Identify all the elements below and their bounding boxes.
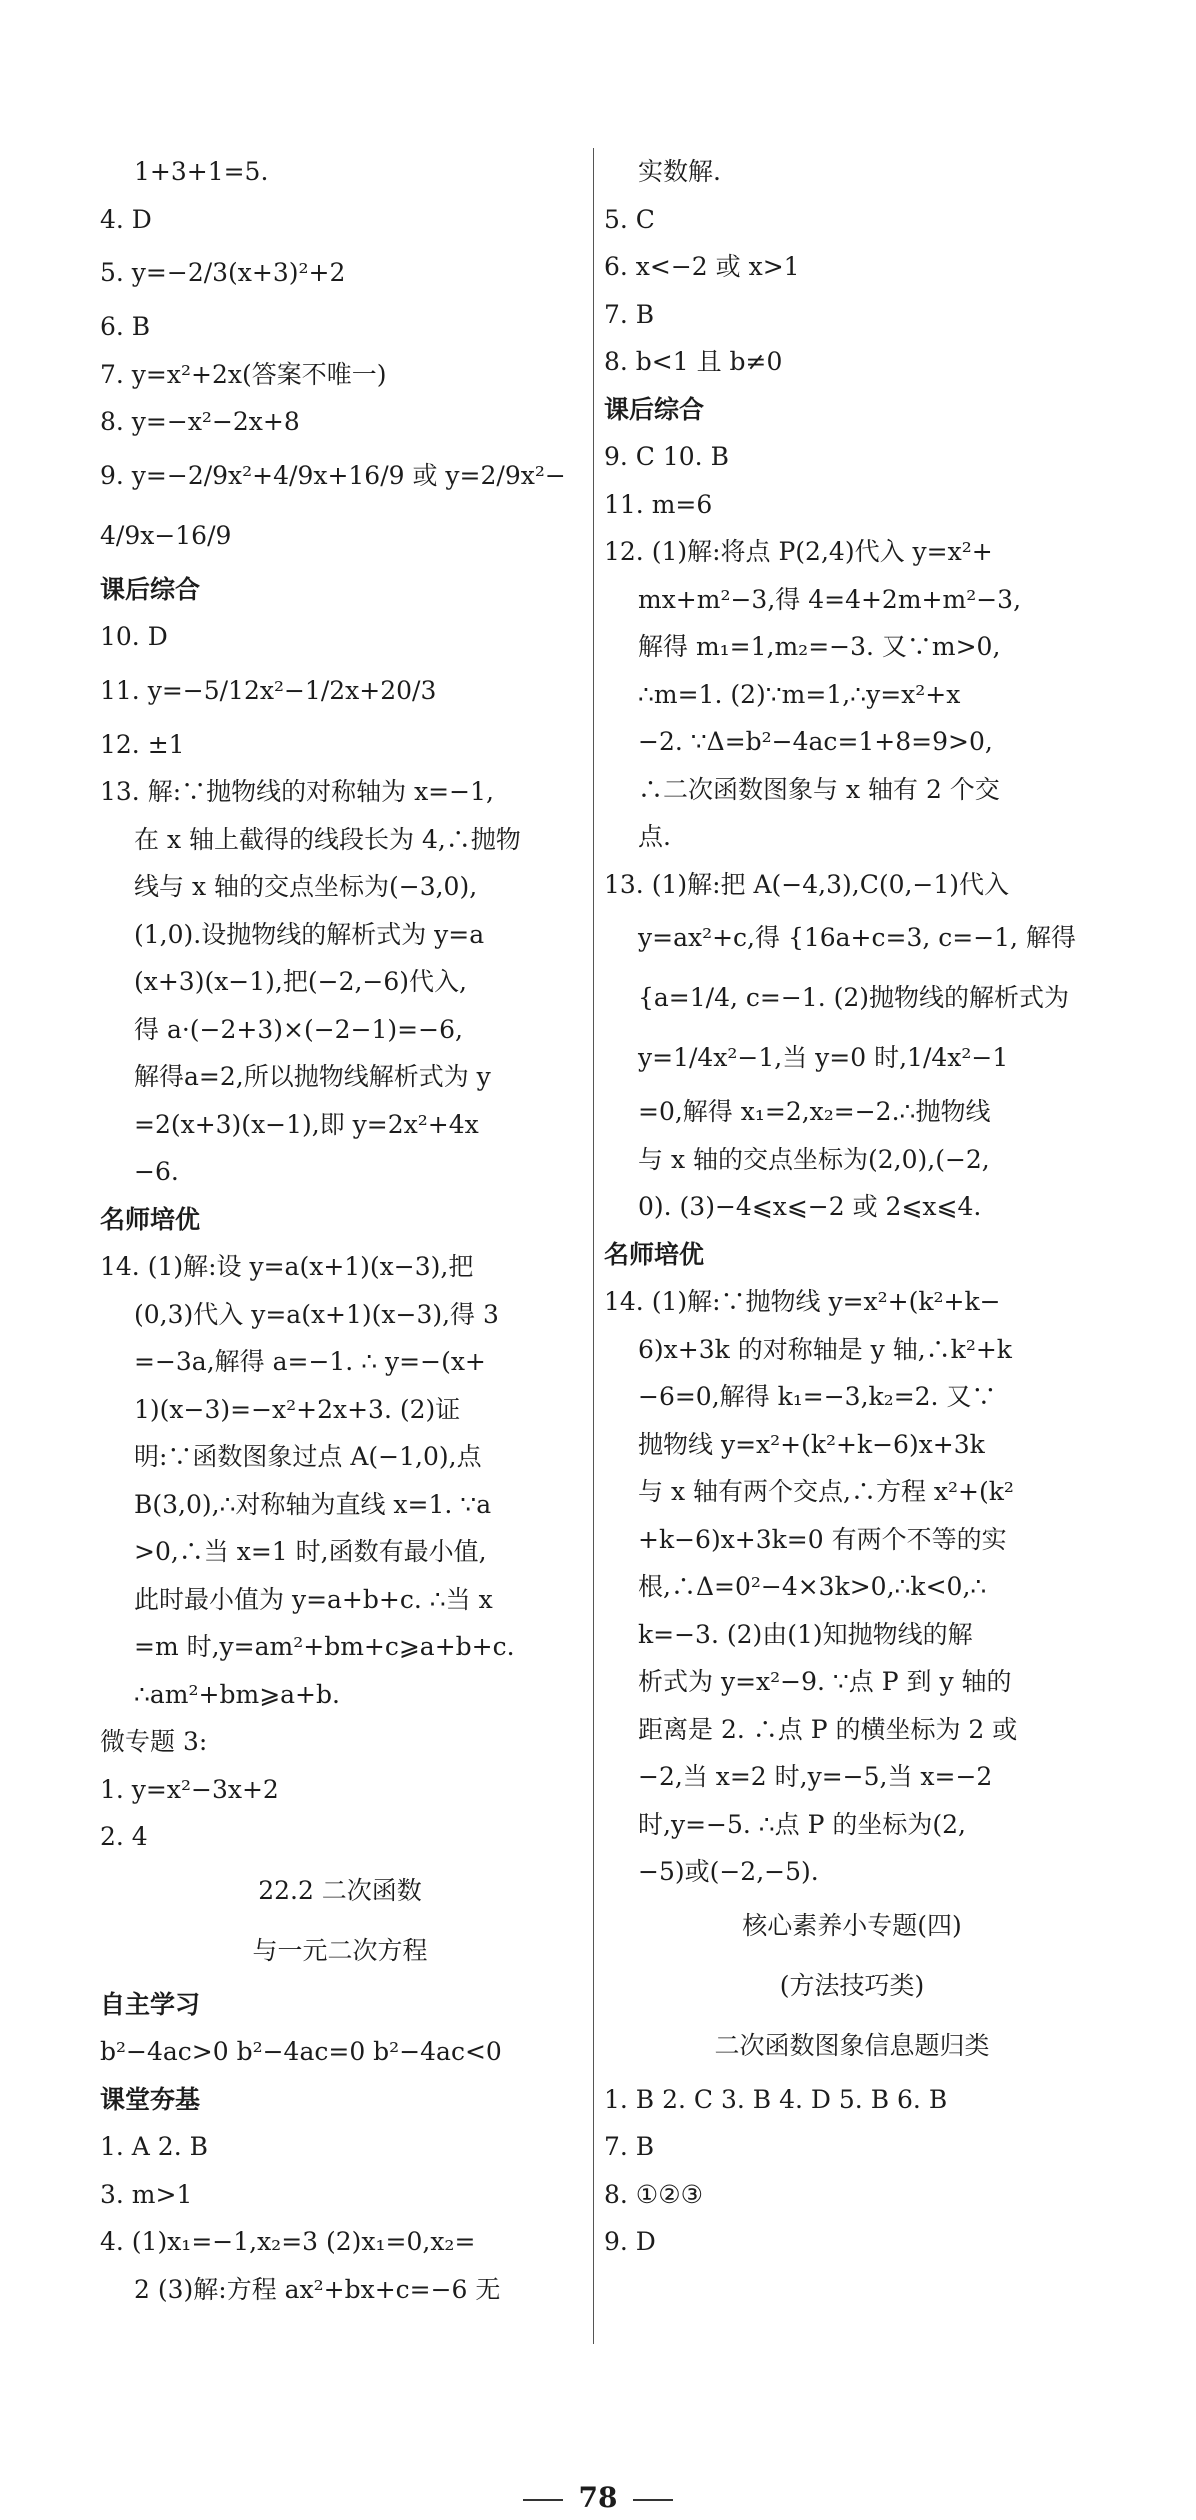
answer-line: 22.2 二次函数 [258, 1875, 422, 1905]
answer-line: 7. B [604, 2132, 655, 2161]
answer-line: =0,解得 x₁=2,x₂=−2.∴抛物线 [638, 1097, 991, 1126]
answer-line: 与 x 轴有两个交点,∴方程 x²+(k² [638, 1477, 1014, 1506]
answer-line: 7. B [604, 299, 655, 329]
answer-line: 6. x<−2 或 x>1 [604, 252, 800, 281]
answer-line: 12. (1)解:将点 P(2,4)代入 y=x²+ [604, 537, 993, 566]
answer-line: >0,∴当 x=1 时,函数有最小值, [134, 1537, 487, 1566]
answer-line: 4. D [100, 204, 152, 234]
answer-line: −5)或(−2,−5). [638, 1857, 819, 1886]
answer-line: 4. (1)x₁=−1,x₂=3 (2)x₁=0,x₂= [100, 2227, 476, 2256]
answer-line: 1. y=x²−3x+2 [100, 1774, 279, 1804]
answer-line: 12. ±1 [100, 729, 185, 759]
answer-line: 核心素养小专题(四) [742, 1910, 962, 1940]
section-heading: 课后综合 [100, 574, 201, 604]
answer-line: (方法技巧类) [779, 1970, 925, 2000]
answer-line: 13. (1)解:把 A(−4,3),C(0,−1)代入 [604, 869, 1010, 899]
answer-line: 与一元二次方程 [252, 1935, 428, 1965]
answer-line: 析式为 y=x²−9. ∵点 P 到 y 轴的 [638, 1667, 1012, 1696]
answer-line: 解得 m₁=1,m₂=−3. 又∵m>0, [638, 632, 1001, 661]
section-heading: 课后综合 [604, 394, 705, 424]
answer-line: 1. A 2. B [100, 2132, 208, 2161]
answer-line: 14. (1)解:∵抛物线 y=x²+(k²+k− [604, 1287, 1001, 1316]
answer-line: −6=0,解得 k₁=−3,k₂=2. 又∵ [638, 1382, 997, 1411]
answer-line: 时,y=−5. ∴点 P 的坐标为(2, [638, 1809, 966, 1839]
section-heading: 课堂夯基 [100, 2084, 201, 2114]
answer-line: ∴am²+bm⩾a+b. [134, 1679, 340, 1709]
answer-line: B(3,0),∴对称轴为直线 x=1. ∵a [134, 1489, 492, 1519]
answer-line: 13. 解:∵抛物线的对称轴为 x=−1, [100, 777, 494, 806]
answer-line: 实数解. [638, 157, 721, 186]
left-column [100, 148, 580, 2313]
answer-line: 14. (1)解:设 y=a(x+1)(x−3),把 [100, 1252, 474, 1281]
answer-line: ∴m=1. (2)∵m=1,∴y=x²+x [638, 679, 961, 709]
answer-line: 5. y=−2/3(x+3)²+2 [100, 258, 346, 287]
answer-line: 4/9x−16/9 [100, 520, 232, 550]
column-divider [593, 148, 594, 2344]
answer-line: 6)x+3k 的对称轴是 y 轴,∴k²+k [638, 1334, 1012, 1364]
answer-line: mx+m²−3,得 4=4+2m+m²−3, [638, 584, 1022, 614]
answer-line: 7. y=x²+2x(答案不唯一) [100, 359, 387, 389]
answer-line: 线与 x 轴的交点坐标为(−3,0), [134, 872, 478, 901]
answer-line: 2 (3)解:方程 ax²+bx+c=−6 无 [134, 2274, 501, 2304]
answer-line: 9. y=−2/9x²+4/9x+16/9 或 y=2/9x²− [100, 460, 566, 490]
answer-line: 此时最小值为 y=a+b+c. ∴当 x [134, 1584, 493, 1614]
answer-line: 抛物线 y=x²+(k²+k−6)x+3k [638, 1429, 985, 1459]
section-heading: 名师培优 [604, 1239, 705, 1269]
answer-line: y=ax²+c,得 {16a+c=3, c=−1, 解得 [638, 923, 1076, 952]
answer-line: =m 时,y=am²+bm+c⩾a+b+c. [134, 1632, 515, 1661]
answer-line: (0,3)代入 y=a(x+1)(x−3),得 3 [134, 1299, 499, 1329]
answer-line: −2. ∵Δ=b²−4ac=1+8=9>0, [638, 727, 993, 756]
answer-line: 明:∵函数图象过点 A(−1,0),点 [134, 1442, 482, 1471]
answer-line: k=−3. (2)由(1)知抛物线的解 [638, 1619, 973, 1649]
answer-line: 8. b<1 且 b≠0 [604, 347, 783, 376]
answer-line: 1+3+1=5. [134, 157, 269, 186]
answer-line: =2(x+3)(x−1),即 y=2x²+4x [134, 1109, 479, 1139]
answer-line: 11. m=6 [604, 489, 713, 519]
answer-line: 解得a=2,所以抛物线解析式为 y [134, 1062, 491, 1091]
answer-line: 微专题 3: [100, 1727, 208, 1756]
answer-line: 1. B 2. C 3. B 4. D 5. B 6. B [604, 2084, 948, 2114]
footer-dash-left [523, 2499, 563, 2501]
answer-line: 1)(x−3)=−x²+2x+3. (2)证 [134, 1394, 461, 1424]
answer-line: 距离是 2. ∴点 P 的横坐标为 2 或 [638, 1714, 1018, 1744]
answer-line: b²−4ac>0 b²−4ac=0 b²−4ac<0 [100, 2037, 502, 2066]
answer-line: y=1/4x²−1,当 y=0 时,1/4x²−1 [638, 1043, 1009, 1072]
answer-line: 0). (3)−4⩽x⩽−2 或 2⩽x⩽4. [638, 1192, 982, 1221]
answer-line: {a=1/4, c=−1. (2)抛物线的解析式为 [638, 983, 1069, 1012]
footer-dash-right [633, 2499, 673, 2501]
answer-line: ∴二次函数图象与 x 轴有 2 个交 [638, 774, 1000, 804]
answer-line: 二次函数图象信息题归类 [714, 2030, 990, 2060]
answer-line: 8. y=−x²−2x+8 [100, 407, 300, 436]
answer-line: +k−6)x+3k=0 有两个不等的实 [638, 1524, 1007, 1554]
answer-line: 与 x 轴的交点坐标为(2,0),(−2, [638, 1144, 990, 1174]
answer-line: 9. D [604, 2227, 656, 2256]
answer-line: =−3a,解得 a=−1. ∴ y=−(x+ [134, 1347, 486, 1376]
answer-line: 9. C 10. B [604, 442, 729, 471]
answer-line: −2,当 x=2 时,y=−5,当 x=−2 [638, 1762, 993, 1791]
answer-line: 在 x 轴上截得的线段长为 4,∴抛物 [134, 824, 521, 854]
page-number: 78 [578, 2481, 618, 2514]
right-column [604, 148, 1100, 2266]
answer-line: 根,∴Δ=0²−4×3k>0,∴k<0,∴ [638, 1572, 987, 1601]
answer-line: 点. [638, 822, 671, 851]
answer-line: 2. 4 [100, 1822, 148, 1851]
answer-line: (x+3)(x−1),把(−2,−6)代入, [134, 967, 467, 996]
answer-line: −6. [134, 1157, 179, 1186]
answer-line: (1,0).设抛物线的解析式为 y=a [134, 919, 485, 949]
answer-line: 3. m>1 [100, 2179, 193, 2209]
answer-line: 11. y=−5/12x²−1/2x+20/3 [100, 675, 437, 705]
answer-line: 8. ①②③ [604, 2179, 704, 2209]
answer-line: 得 a·(−2+3)×(−2−1)=−6, [134, 1014, 463, 1044]
answer-line: 6. B [100, 312, 151, 341]
answer-line: 5. C [604, 204, 655, 234]
page-footer [0, 2478, 1196, 2518]
answer-line: 10. D [100, 622, 168, 651]
section-heading: 自主学习 [100, 1989, 201, 2019]
section-heading: 名师培优 [100, 1204, 201, 1234]
